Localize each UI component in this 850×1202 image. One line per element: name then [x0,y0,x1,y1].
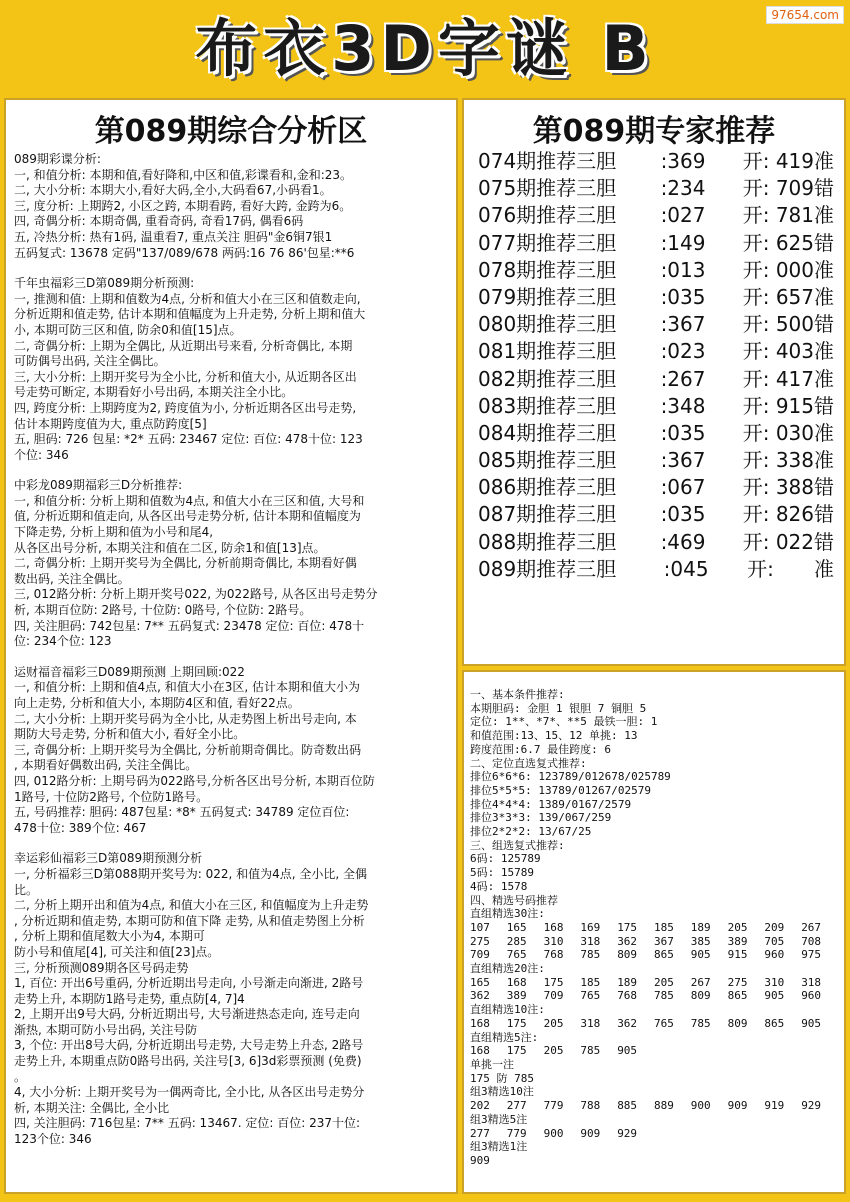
recommend-code: :149 [660,230,706,255]
number-cell: 865 [653,948,674,962]
analysis-line: 期防大号走势, 分析和值大小, 看好全小比。 [14,727,246,742]
recommend-open: 开: 022 [742,529,814,554]
single-pick: 175 防 785 [470,1071,534,1085]
recommend-row [478,447,834,474]
recommend-code: :035 [660,502,706,527]
number-cell: 267 [801,920,822,934]
analysis-line: 析, 本期关注: 全偶比, 全小比 [14,1100,170,1115]
analysis-line: , 本期看好偶数出码, 关注全偶比。 [14,758,198,773]
number-cell: 905 [801,1016,822,1030]
recommend-code: :369 [660,149,706,173]
condition-line: 排位4*4*4: 1389/0167/2579 [470,797,632,811]
recommend-code: :348 [660,393,706,418]
number-cell: 318 [580,934,601,948]
number-cell: 189 [690,920,711,934]
number-grid [470,1044,838,1058]
recommend-open: 开: 403 [742,339,814,364]
page-title-text: 布衣3D字谜 B [195,12,655,85]
analysis-line: 估计本期跨度值为大, 重点防跨度[5] [14,416,207,431]
number-cell: 168 [506,975,527,989]
condition-line: 排位6*6*6: 123789/012678/025789 [470,770,671,784]
number-cell: 709 [470,948,490,962]
recommend-result: 准 [814,366,834,391]
number-cell: 209 [764,920,785,934]
recommend-code: :035 [660,284,706,309]
recommend-open: 开: 709 [742,176,814,201]
number-cell: 267 [690,975,711,989]
recommend-term: 087期推荐三胆 [478,502,617,527]
analysis-line: 小, 本期可防三区和值, 防余0和值[15]点。 [14,322,242,337]
number-cell: 205 [543,1044,564,1058]
recommend-row [478,366,834,393]
expert-recommend-panel [462,98,846,666]
number-cell: 385 [690,934,711,948]
recommend-row [478,529,834,556]
number-cell: 389 [727,934,748,948]
recommend-list [464,148,844,583]
analysis-line: 幸运彩仙福彩三D第089期预测分析 [14,851,203,866]
number-cell: 809 [617,948,638,962]
condition-line: 四、精选号码推荐 [470,893,558,907]
recommend-result: 错 [814,176,834,201]
group-pick: 909 [470,1153,490,1167]
number-cell: 788 [580,1099,601,1113]
recommend-code: :267 [660,366,706,391]
analysis-line: 四, 奇偶分析: 本期奇偶, 重看奇码, 奇看17码, 偶看6码 [14,214,304,229]
recommend-term: 088期推荐三胆 [478,529,617,554]
analysis-line: 一, 和值分析: 本期和值,看好降和,中区和值,彩谍看和,金和:23。 [14,167,353,182]
number-cell: 889 [653,1099,674,1113]
recommend-term: 085期推荐三胆 [478,448,617,473]
number-cell: 175 [506,1016,527,1030]
analysis-line: 比。 [14,882,39,897]
number-cell: 909 [727,1099,748,1113]
analysis-line: 一, 和值分析: 分析上期和值数为4点, 和值大小在三区和值, 大号和 [14,493,365,508]
blank-line [14,261,450,276]
number-cell: 768 [543,948,564,962]
recommend-result: 准 [814,149,834,173]
number-cell: 785 [653,989,674,1003]
condition-line: 一、基本条件推荐: [470,688,565,701]
recommend-row [478,338,834,365]
condition-line: 6码: 125789 [470,852,541,866]
analysis-line: 一, 和值分析: 上期和值4点, 和值大小在3区, 估计本期和值大小为 [14,680,361,695]
conditions-text [464,672,844,1168]
analysis-line: 千年虫福彩三D第089期分析预测: [14,276,195,291]
analysis-line: 二, 奇偶分析: 上期开奖号为全偶比, 分析前期奇偶比, 本期看好偶 [14,556,357,571]
recommend-open: 开: 338 [742,448,814,473]
number-grid [470,1127,838,1141]
recommend-open: 开: 826 [742,502,814,527]
analysis-text [6,148,456,1148]
number-cell: 310 [543,934,564,948]
recommend-open: 开: 000 [742,257,814,282]
analysis-line: 走势上升, 本期防1路号走势, 重点防[4, 7]4 [14,991,245,1006]
conditions-panel [462,670,846,1194]
number-grid [470,976,838,1003]
recommend-result: 准 [814,339,834,364]
recommend-term: 084期推荐三胆 [478,420,617,445]
analysis-line: 防小号和值尾[4], 可关注和值[23]点。 [14,944,220,959]
recommend-open: 开: 915 [742,393,814,418]
analysis-line: , 分析上期和值尾数大小为4, 本期可 [14,929,205,944]
analysis-line: 089期彩谍分析: [14,152,101,166]
analysis-line: 三, 度分析: 上期跨2, 小区之跨, 本期看跨, 看好大跨, 金跨为6。 [14,198,352,213]
recommend-code: :367 [660,448,706,473]
number-cell: 175 [617,920,638,934]
recommend-result: 准 [814,420,834,445]
recommend-open: 开: 625 [742,230,814,255]
analysis-line: 三, 012路分析: 分析上期开奖号022, 为022路号, 从各区出号走势分 [14,587,378,602]
analysis-line: 五码复式: 13678 定码"137/089/678 两码:16 76 86'包星:**6 [14,245,355,260]
recommend-term: 083期推荐三胆 [478,393,617,418]
number-cell: 900 [543,1126,564,1140]
number-cell: 709 [543,989,564,1003]
condition-line: 4码: 1578 [470,879,528,893]
analysis-line: 478十位: 389个位: 467 [14,820,147,835]
number-cell: 175 [543,975,564,989]
number-cell: 362 [617,1016,638,1030]
blank-line [14,836,450,851]
number-cell: 905 [764,989,785,1003]
number-cell: 185 [580,975,601,989]
analysis-line: 四, 跨度分析: 上期跨度为2, 跨度值为小, 分析近期各区出号走势, [14,400,357,415]
number-cell: 779 [543,1099,564,1113]
recommend-row [478,420,834,447]
section-label: 组3精选10注 [470,1085,534,1099]
number-cell: 277 [506,1099,527,1113]
number-cell: 168 [470,1044,490,1058]
number-cell: 389 [506,989,527,1003]
analysis-line: 三, 大小分析: 上期开奖号为全小比, 分析和值大小, 从近期各区出 [14,369,357,384]
analysis-line: 析, 本期百位防: 2路号, 十位防: 0路号, 个位防: 2路号。 [14,603,312,618]
analysis-line: 五, 冷热分析: 热有1码, 温重看7, 重点关注 胆码"金6铜7银1 [14,229,333,244]
recommend-row [478,311,834,338]
recommend-result: 准 [814,448,834,473]
recommend-term: 080期推荐三胆 [478,312,617,337]
number-cell: 785 [690,1016,711,1030]
recommend-row [478,230,834,257]
number-cell: 362 [470,989,490,1003]
analysis-line: 五, 胆码: 726 包星: *2* 五码: 23467 定位: 百位: 478十位: 123 [14,432,363,447]
number-cell: 318 [801,975,822,989]
recommend-result: 错 [814,529,834,554]
section-label: 直组精选20注: [470,962,545,976]
condition-line: 和值范围:13、15、12 单挑: 13 [470,729,638,743]
recommend-term: 086期推荐三胆 [478,475,617,500]
recommend-row [478,202,834,229]
blank-line [14,650,450,665]
number-cell: 362 [617,934,638,948]
number-cell: 960 [801,989,822,1003]
recommend-code: :067 [660,475,706,500]
section-label: 组3精选1注 [470,1140,528,1154]
number-cell: 785 [580,948,601,962]
number-cell: 367 [653,934,674,948]
analysis-line: 分析近期和值走势, 估计本期和值幅度为上升走势, 分析上期和值大 [14,307,366,322]
recommend-row [478,474,834,501]
recommend-open: 开: 657 [742,284,814,309]
site-watermark[interactable]: 97654.com [766,6,844,24]
recommend-term: 082期推荐三胆 [478,366,617,391]
number-cell: 900 [690,1099,711,1113]
number-cell: 785 [580,1044,601,1058]
analysis-line: 号走势可断定, 本期看好小号出码, 本期关注全小比。 [14,385,294,400]
condition-line: 排位5*5*5: 13789/01267/02579 [470,783,651,797]
recommend-row [478,284,834,311]
recommend-row [478,257,834,284]
recommend-code: :367 [660,312,706,337]
condition-line: 二、定位直选复式推荐: [470,756,587,770]
analysis-line: 中彩龙089期福彩三D分析推荐: [14,478,183,493]
analysis-line: 二, 分析上期开出和值为4点, 和值大小在三区, 和值幅度为上升走势 [14,898,369,913]
analysis-line: 1, 百位: 开出6号重码, 分析近期出号走向, 小号渐走向渐进, 2路号 [14,976,364,991]
section-label: 直组精选10注: [470,1003,545,1017]
number-cell: 185 [653,920,674,934]
recommend-row [478,175,834,202]
recommend-term: 076期推荐三胆 [478,203,617,228]
analysis-line: 三, 奇偶分析: 上期开奖号为全偶比, 分析前期奇偶比。防奇数出码 [14,742,362,757]
analysis-line: 下降走势, 分析上期和值为小号和尾4, [14,525,214,540]
number-cell: 202 [470,1099,490,1113]
condition-line: 跨度范围:6.7 最佳跨度: 6 [470,742,611,756]
recommend-term: 074期推荐三胆 [478,149,617,173]
analysis-line: 个位: 346 [14,447,69,462]
analysis-panel-title: 第089期综合分析区 [94,114,368,149]
recommend-term: 079期推荐三胆 [478,284,617,309]
recommend-code: :035 [660,420,706,445]
recommend-open: 开: 417 [742,366,814,391]
number-cell: 318 [580,1016,601,1030]
condition-line: 排位2*2*2: 13/67/25 [470,825,592,839]
number-cell: 275 [470,934,490,948]
recommend-code: :027 [660,203,706,228]
analysis-line: 位: 234个位: 123 [14,634,112,649]
analysis-line: 四, 012路分析: 上期号码为022路号,分析各区出号分析, 本期百位防 [14,773,375,788]
condition-line: 5码: 15789 [470,866,534,880]
number-cell: 885 [617,1099,638,1113]
number-cell: 905 [690,948,711,962]
analysis-line: 三, 分析预测089期各区号码走势 [14,960,189,975]
number-cell: 929 [617,1126,638,1140]
number-cell: 708 [801,934,822,948]
analysis-line: 二, 奇偶分析: 上期为全偶比, 从近期出号来看, 分析奇偶比, 本期 [14,338,353,353]
condition-line: 本期胆码: 金胆 1 银胆 7 铜胆 5 [470,701,647,715]
number-cell: 165 [506,920,527,934]
analysis-panel [4,98,458,1194]
number-cell: 905 [617,1044,638,1058]
analysis-line: 123个位: 346 [14,1132,92,1147]
analysis-line: 二, 大小分析: 上期开奖号码为全小比, 从走势图上析出号走向, 本 [14,711,357,726]
recommend-row [478,556,834,583]
analysis-line: 二, 大小分析: 本期大小,看好大码,全小,大码看67,小码看1。 [14,183,332,198]
number-cell: 189 [617,975,638,989]
recommend-term: 081期推荐三胆 [478,339,617,364]
recommend-open: 开: [747,556,774,581]
number-cell: 960 [764,948,785,962]
recommend-term: 077期推荐三胆 [478,230,617,255]
analysis-line: 一, 推测和值: 上期和值数为4点, 分析和值大小在三区和值数走向, [14,291,361,306]
section-label: 单挑一注 [470,1057,514,1071]
analysis-line: 数出码, 关注全偶比。 [14,571,130,586]
recommend-result: 错 [814,230,834,255]
recommend-row [478,393,834,420]
number-cell: 168 [470,1016,490,1030]
analysis-line: 3, 个位: 开出8号大码, 分析近期出号走势, 大号走势上升态, 2路号 [14,1038,364,1053]
number-cell: 779 [506,1126,527,1140]
condition-line: 定位: 1**、*7*、**5 最铁一胆: 1 [470,715,658,729]
recommend-code: :469 [660,529,706,554]
number-cell: 765 [580,989,601,1003]
recommend-result: 准 [814,257,834,282]
condition-line: 三、组选复式推荐: [470,838,565,852]
recommend-result: 准 [814,556,834,581]
number-cell: 705 [764,934,785,948]
number-cell: 765 [506,948,527,962]
number-cell: 277 [470,1126,490,1140]
analysis-line: 运财福音福彩三D089期预测 上期回顾:022 [14,664,245,679]
number-cell: 165 [470,975,490,989]
number-cell: 205 [727,920,748,934]
analysis-line: 五, 号码推荐: 胆码: 487包星: *8* 五码复式: 34789 定位百位: [14,805,350,820]
number-cell: 169 [580,920,601,934]
number-cell: 310 [764,975,785,989]
recommend-row [478,501,834,528]
number-cell: 765 [653,1016,674,1030]
analysis-line: 走势上升, 本期重点防0路号出码, 关注号[3, 6]3d彩票预测 (免费) [14,1054,362,1069]
recommend-term: 089期推荐三胆 [478,556,617,581]
number-cell: 809 [690,989,711,1003]
recommend-term: 078期推荐三胆 [478,257,617,282]
analysis-line: 1路号, 十位防2路号, 个位防1路号。 [14,789,209,804]
analysis-line: 4, 大小分析: 上期开奖号为一偶两奇比, 全小比, 从各区出号走势分 [14,1085,365,1100]
number-cell: 205 [653,975,674,989]
analysis-line: 可防偶号出码, 关注全偶比。 [14,354,166,369]
analysis-line: 向上走势, 分析和值大小, 本期防4区和值, 看好22点。 [14,696,300,710]
recommend-code: :013 [660,257,706,282]
number-cell: 865 [764,1016,785,1030]
number-cell: 275 [727,975,748,989]
analysis-line: 。 [14,1069,27,1084]
number-grid [470,921,838,962]
condition-line: 排位3*3*3: 139/067/259 [470,811,612,825]
number-cell: 205 [543,1016,564,1030]
number-cell: 107 [470,920,490,934]
analysis-line: 四, 关注胆码: 716包星: 7** 五码: 13467. 定位: 百位: 237十位: [14,1116,361,1131]
recommend-open: 开: 419 [742,149,814,173]
recommend-result: 错 [814,312,834,337]
number-cell: 809 [727,1016,748,1030]
analysis-line: 从各区出号分析, 本期关注和值在二区, 防余1和值[13]点。 [14,540,326,555]
recommend-code: :045 [663,556,709,581]
blank-line [14,463,450,478]
number-cell: 915 [727,948,748,962]
analysis-line: 2, 上期开出9号大码, 分析近期出号, 大号渐进热态走向, 连号走向 [14,1007,360,1022]
analysis-line: 一, 分析福彩三D第088期开奖号为: 022, 和值为4点, 全小比, 全偶 [14,866,368,881]
analysis-line: 值, 分析近期和值走向, 从各区出号走势分析, 估计本期和值幅度为 [14,509,361,524]
number-cell: 919 [764,1099,785,1113]
recommend-result: 错 [814,502,834,527]
recommend-result: 准 [814,203,834,228]
number-cell: 285 [506,934,527,948]
recommend-code: :234 [660,176,706,201]
recommend-term: 075期推荐三胆 [478,176,617,201]
number-cell: 929 [801,1099,822,1113]
page-title [0,6,850,92]
analysis-line: , 分析近期和值走势, 本期可防和值下降 走势, 从和值走势图上分析 [14,913,365,928]
recommend-open: 开: 388 [742,475,814,500]
recommend-result: 准 [814,284,834,309]
number-cell: 975 [801,948,822,962]
number-cell: 768 [617,989,638,1003]
condition-line: 直组精选30注: [470,907,545,921]
recommend-open: 开: 781 [742,203,814,228]
number-cell: 168 [543,920,564,934]
recommend-open: 开: 500 [742,312,814,337]
section-label: 直组精选5注: [470,1030,539,1044]
recommend-code: :023 [660,339,706,364]
number-cell: 175 [506,1044,527,1058]
analysis-line: 渐热, 本期可防小号出码, 关注号防 [14,1022,198,1037]
number-grid [470,1017,838,1031]
number-cell: 865 [727,989,748,1003]
recommend-open: 开: 030 [742,420,814,445]
section-label: 组3精选5注 [470,1112,528,1126]
recommend-result: 错 [814,475,834,500]
recommend-row [478,148,834,175]
number-cell: 909 [580,1126,601,1140]
analysis-line: 四, 关注胆码: 742包星: 7** 五码复式: 23478 定位: 百位: 478十 [14,618,365,633]
number-grid [470,1099,838,1113]
recommend-result: 错 [814,393,834,418]
expert-recommend-title: 第089期专家推荐 [532,114,776,149]
